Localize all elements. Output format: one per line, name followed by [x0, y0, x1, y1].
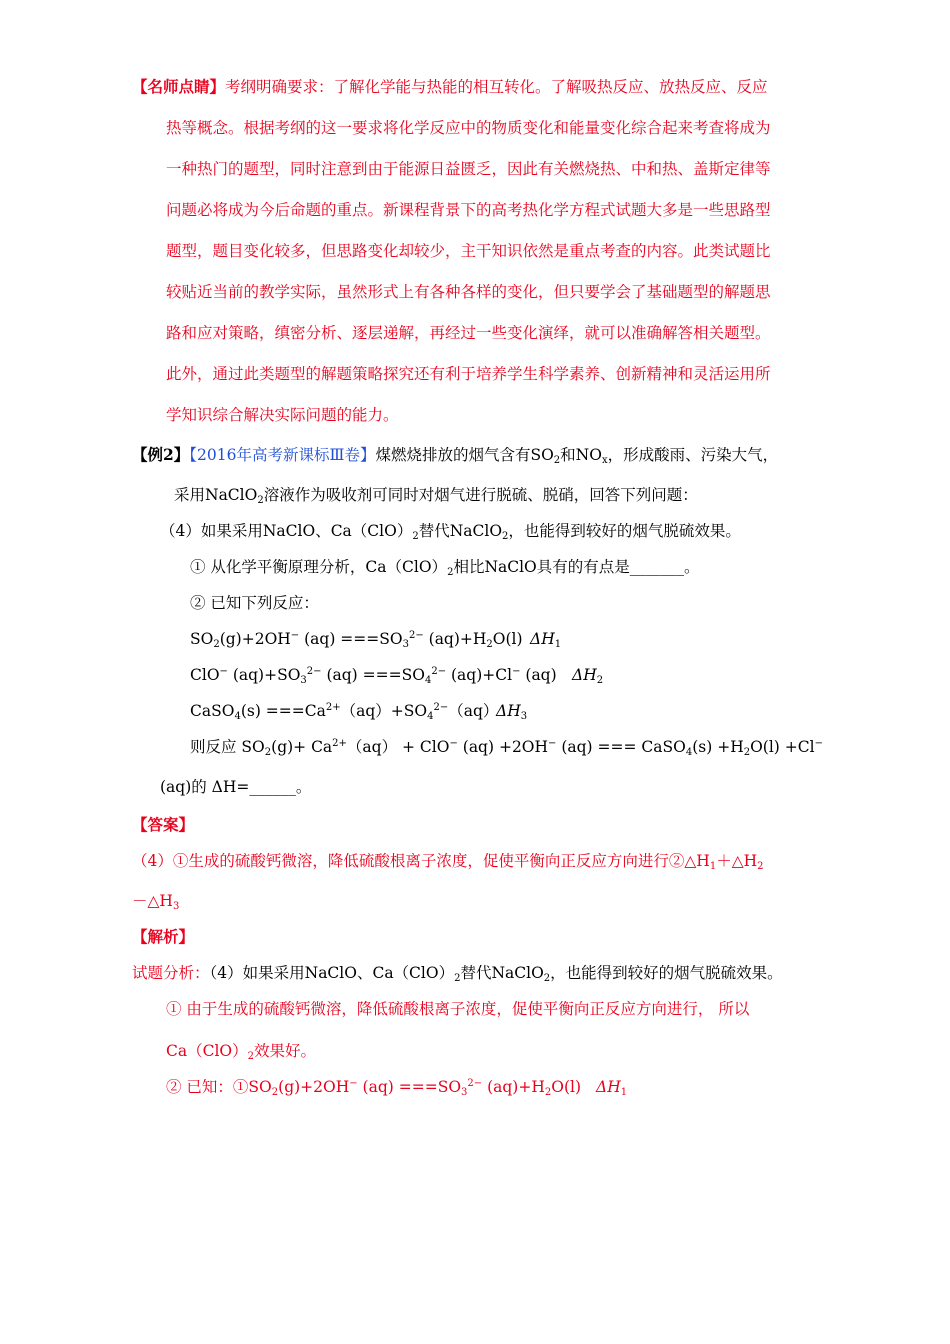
tip-line-9: 学知识综合解决实际问题的能力。	[166, 406, 399, 424]
delta-h-1	[530, 628, 561, 650]
sub: 2	[247, 1051, 254, 1062]
sup: −	[349, 1078, 358, 1089]
sub: 2	[544, 1087, 552, 1098]
sup: 2+	[332, 738, 347, 749]
example-line-1	[132, 444, 778, 466]
dh: ΔH	[530, 630, 555, 648]
sub: 1	[554, 639, 562, 650]
question-text: ① 从化学平衡原理分析，Ca（ClO）	[190, 558, 448, 576]
analysis-line-2: ① 由于生成的硫酸钙微溶，降低硫酸根离子浓度，促使平衡向正反应方向进行， 所以	[166, 1000, 750, 1018]
sup: 2−	[408, 630, 424, 641]
question-text: ，也能得到较好的烟气脱硫效果。	[508, 522, 741, 540]
sub: 2	[502, 531, 509, 542]
analysis-text: (aq) ===SO	[357, 1078, 462, 1096]
answer-text: ＋△H	[716, 852, 758, 870]
rxn-text: (aq)	[520, 666, 557, 684]
question-text: （4）如果采用NaClO、Ca（ClO）	[160, 522, 413, 540]
sup: −	[548, 738, 557, 749]
answer-line-2	[132, 890, 179, 912]
answer-line-1	[132, 850, 764, 872]
sub: 2	[596, 675, 604, 686]
tip-line-7: 路和应对策略，缜密分析、逐层递解，再经过一些变化演绎，就可以准确解答相关题型。	[166, 324, 771, 342]
tip-line-3: 一种热门的题型，同时注意到由于能源日益匮乏，因此有关燃烧热、中和热、盖斯定律等	[166, 160, 771, 178]
analysis-delta-h-1	[596, 1076, 627, 1098]
dh: ΔH	[596, 1078, 621, 1096]
analysis-text: 替代NaClO	[460, 964, 544, 982]
tip-tag: 【名师点睛】	[132, 77, 226, 96]
rxn-text: 则反应 SO	[190, 738, 265, 756]
dh: ΔH	[572, 666, 597, 684]
rxn-text: （aq）+SO	[340, 702, 428, 720]
rxn-text: (aq) ===SO	[321, 666, 425, 684]
dh: ΔH	[496, 702, 521, 720]
example-text: ，形成酸雨、污染大气，	[607, 446, 779, 464]
reaction-3	[190, 700, 498, 722]
sup: −	[219, 666, 228, 677]
target-reaction-line-2: (aq)的 ΔH=______。	[160, 778, 312, 796]
analysis-line-1	[132, 962, 783, 984]
rxn-text: （aq）	[448, 702, 499, 720]
sub: 3	[461, 1087, 468, 1098]
sub: 3	[300, 675, 307, 686]
sup: 2+	[325, 702, 341, 713]
sub: x	[601, 455, 608, 466]
example-line-2	[174, 484, 698, 506]
analysis-text: Ca（ClO）	[166, 1042, 248, 1060]
tip-line-2: 热等概念。根据考纲的这一要求将化学反应中的物质变化和能量变化综合起来考查将成为	[166, 119, 771, 137]
rxn-text: (g)+ Ca	[271, 738, 333, 756]
analysis-label: 试题分析：	[132, 964, 210, 982]
tip-line-6: 较贴近当前的教学实际，虽然形式上有各种各样的变化，但只要学会了基础题型的解题思	[166, 283, 771, 301]
answer-heading: 【答案】	[132, 815, 195, 834]
sub: 2	[447, 567, 454, 578]
analysis-line-3	[166, 1040, 316, 1062]
sub: 3	[520, 711, 528, 722]
sub: 2	[743, 747, 751, 758]
question-text: 相比NaClO具有的有点是_______。	[453, 558, 700, 576]
rxn-text: （aq） + ClO	[346, 738, 450, 756]
example-tag: 【例2】	[132, 445, 190, 464]
sub: 1	[620, 1087, 628, 1098]
rxn-text: SO	[190, 630, 214, 648]
sub: 2	[757, 861, 764, 872]
sub: 2	[264, 747, 272, 758]
tip-text-1: 考纲明确要求：了解化学能与热能的相互转化。了解吸热反应、放热反应、反应	[225, 78, 768, 96]
tip-line-8: 此外，通过此类题型的解题策略探究还有利于培养学生科学素养、创新精神和灵活运用所	[166, 365, 771, 383]
sub: 4	[427, 711, 434, 722]
sub: 3	[172, 901, 180, 912]
rxn-text: (aq)+SO	[227, 666, 301, 684]
tip-line-4: 问题必将成为今后命题的重点。新课程背景下的高考热化学方程式试题大多是一些思路型	[166, 201, 771, 219]
rxn-text: (s) +H	[692, 738, 744, 756]
question-text: 替代NaClO	[418, 522, 503, 540]
sub: 1	[709, 861, 717, 872]
sub: 4	[685, 747, 693, 758]
analysis-heading: 【解析】	[132, 927, 195, 946]
example-source: 【2016年高考新课标Ⅲ卷】	[189, 446, 376, 464]
sub: 2	[543, 973, 551, 984]
rxn-text: (s) ===Ca	[240, 702, 326, 720]
rxn-text: (aq) ===SO	[299, 630, 403, 648]
tip-line-1	[132, 76, 768, 98]
sub: 3	[402, 639, 409, 650]
delta-h-2	[572, 664, 603, 686]
answer-text: （4）①生成的硫酸钙微溶，降低硫酸根离子浓度，促使平衡向正反应方向进行②△H	[132, 852, 710, 870]
rxn-text: CaSO	[190, 702, 235, 720]
sup: −	[814, 738, 823, 749]
sup: 2−	[431, 666, 447, 677]
sup: 2−	[433, 702, 449, 713]
rxn-text: ClO	[190, 666, 220, 684]
sub: 2	[486, 639, 493, 650]
question-4-part-2: ② 已知下列反应：	[190, 594, 319, 612]
sup: −	[449, 738, 458, 749]
analysis-text: ，也能得到较好的烟气脱硫效果。	[550, 964, 783, 982]
sub: 2	[257, 495, 264, 506]
sub: 2	[213, 639, 220, 650]
example-text: 采用NaClO	[174, 486, 258, 504]
sub: 2	[553, 455, 561, 466]
analysis-text: (g)+2OH	[278, 1078, 350, 1096]
answer-text: －△H	[132, 892, 173, 910]
analysis-text: 效果好。	[254, 1042, 317, 1060]
rxn-text: (g)+2OH	[219, 630, 291, 648]
example-text: 煤燃烧排放的烟气含有SO	[375, 446, 554, 464]
reaction-1	[190, 628, 523, 650]
sup: 2−	[467, 1078, 483, 1089]
example-text: 溶液作为吸收剂可同时对烟气进行脱硫、脱硝，回答下列问题：	[263, 486, 698, 504]
rxn-text: (aq)+H	[423, 630, 487, 648]
analysis-text: (aq)+H	[482, 1078, 545, 1096]
tip-line-5: 题型，题目变化较多，但思路变化却较少，主干知识依然是重点考查的内容。此类试题比	[166, 242, 771, 260]
sub: 4	[234, 711, 241, 722]
analysis-line-4	[166, 1076, 581, 1098]
reaction-2	[190, 664, 557, 686]
analysis-text: ② 已知：①SO	[166, 1078, 272, 1096]
rxn-text: O(l) +Cl	[750, 738, 815, 756]
sub: 4	[424, 675, 432, 686]
rxn-text: (aq) === CaSO	[556, 738, 686, 756]
example-text: 和NO	[560, 446, 602, 464]
sup: −	[512, 666, 521, 677]
target-reaction	[190, 736, 823, 758]
rxn-text: (aq)+Cl	[446, 666, 513, 684]
rxn-text: O(l)	[492, 630, 523, 648]
sup: −	[290, 630, 300, 641]
question-4-part-1	[190, 556, 700, 578]
analysis-text: （4）如果采用NaClO、Ca（ClO）	[209, 964, 455, 982]
delta-h-3	[496, 700, 527, 722]
sub: 2	[271, 1087, 279, 1098]
sub: 2	[412, 531, 419, 542]
question-4	[160, 520, 741, 542]
analysis-text: O(l)	[551, 1078, 581, 1096]
sup: 2−	[306, 666, 322, 677]
sub: 2	[454, 973, 461, 984]
rxn-text: (aq) +2OH	[457, 738, 549, 756]
